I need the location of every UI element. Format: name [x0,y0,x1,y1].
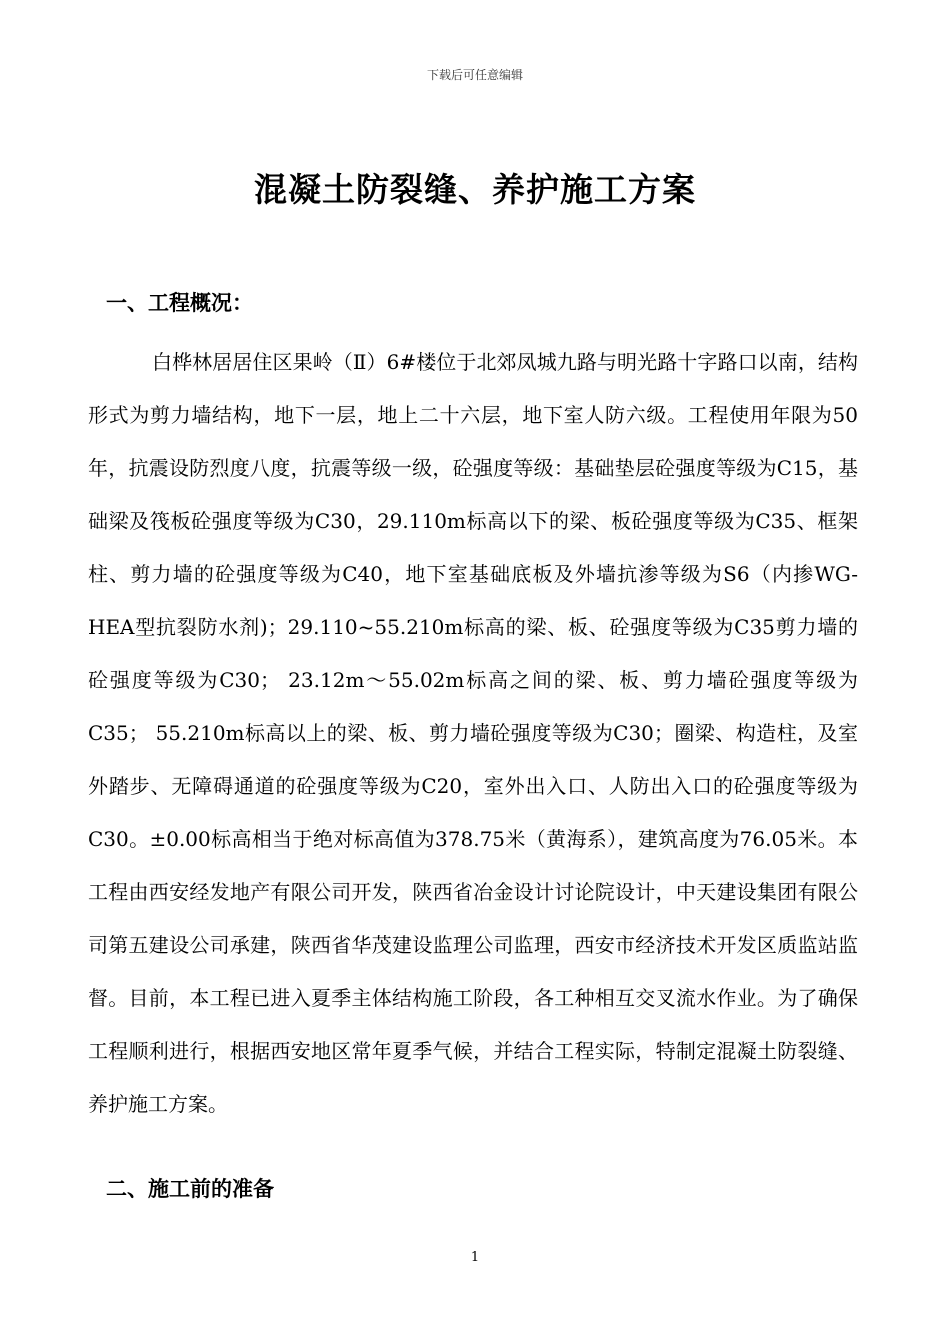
header-note: 下载后可任意编辑 [426,68,523,82]
section-heading-preparation: 二、施工前的准备 [106,1177,274,1201]
page-number: 1 [470,1250,480,1265]
section-body-overview: 白桦林居居住区果岭（Ⅱ）6#楼位于北郊凤城九路与明光路十字路口以南，结构形式为剪力墙结构，地下一层，地上二十六层，地下室人防六级。工程使用年限为50年，抗震设防烈度八度，抗震等级一级，砼强度等级：基础垫层砼强度等级为C15，基础梁及筏板砼强度等级为C30，29.110m标高以下的梁、板砼强度等级为C35、框架柱、剪力墙的砼强度等级为C40，地下室基础底板及外墙抗渗等级为S6（内掺WG-HEA型抗裂防水剂)；29.110~55.210m标高的梁、板、砼强度等级为C35剪力墙的砼强度等级为C30； 23.12m～55.02m标高之间的梁、板、剪力墙砼强度等级为C35； 55.210m标高以上的梁、板、剪力墙砼强度等级为C30；圈梁、构造柱，及室外踏步、无障碍通道的砼强度等级为C20，室外出入口、人防出入口的砼强度等级为C30。±0.00标高相当于绝对标高值为378.75米（黄海系），建筑高度为76.05米。本工程由西安经发地产有限公司开发，陕西省冶金设计讨论院设计，中天建设集团有限公司第五建设公司承建，陕西省华茂建设监理公司监理，西安市经济技术开发区质监站监督。目前，本工程已进入夏季主体结构施工阶段，各工种相互交叉流水作业。为了确保工程顺利进行，根据西安地区常年夏季气候，并结合工程实际，特制定混凝土防裂缝、养护施工方案。 [88,350,858,1116]
section-heading-overview: 一、工程概况： [106,291,253,315]
document-title: 混凝土防裂缝、养护施工方案 [254,170,696,209]
